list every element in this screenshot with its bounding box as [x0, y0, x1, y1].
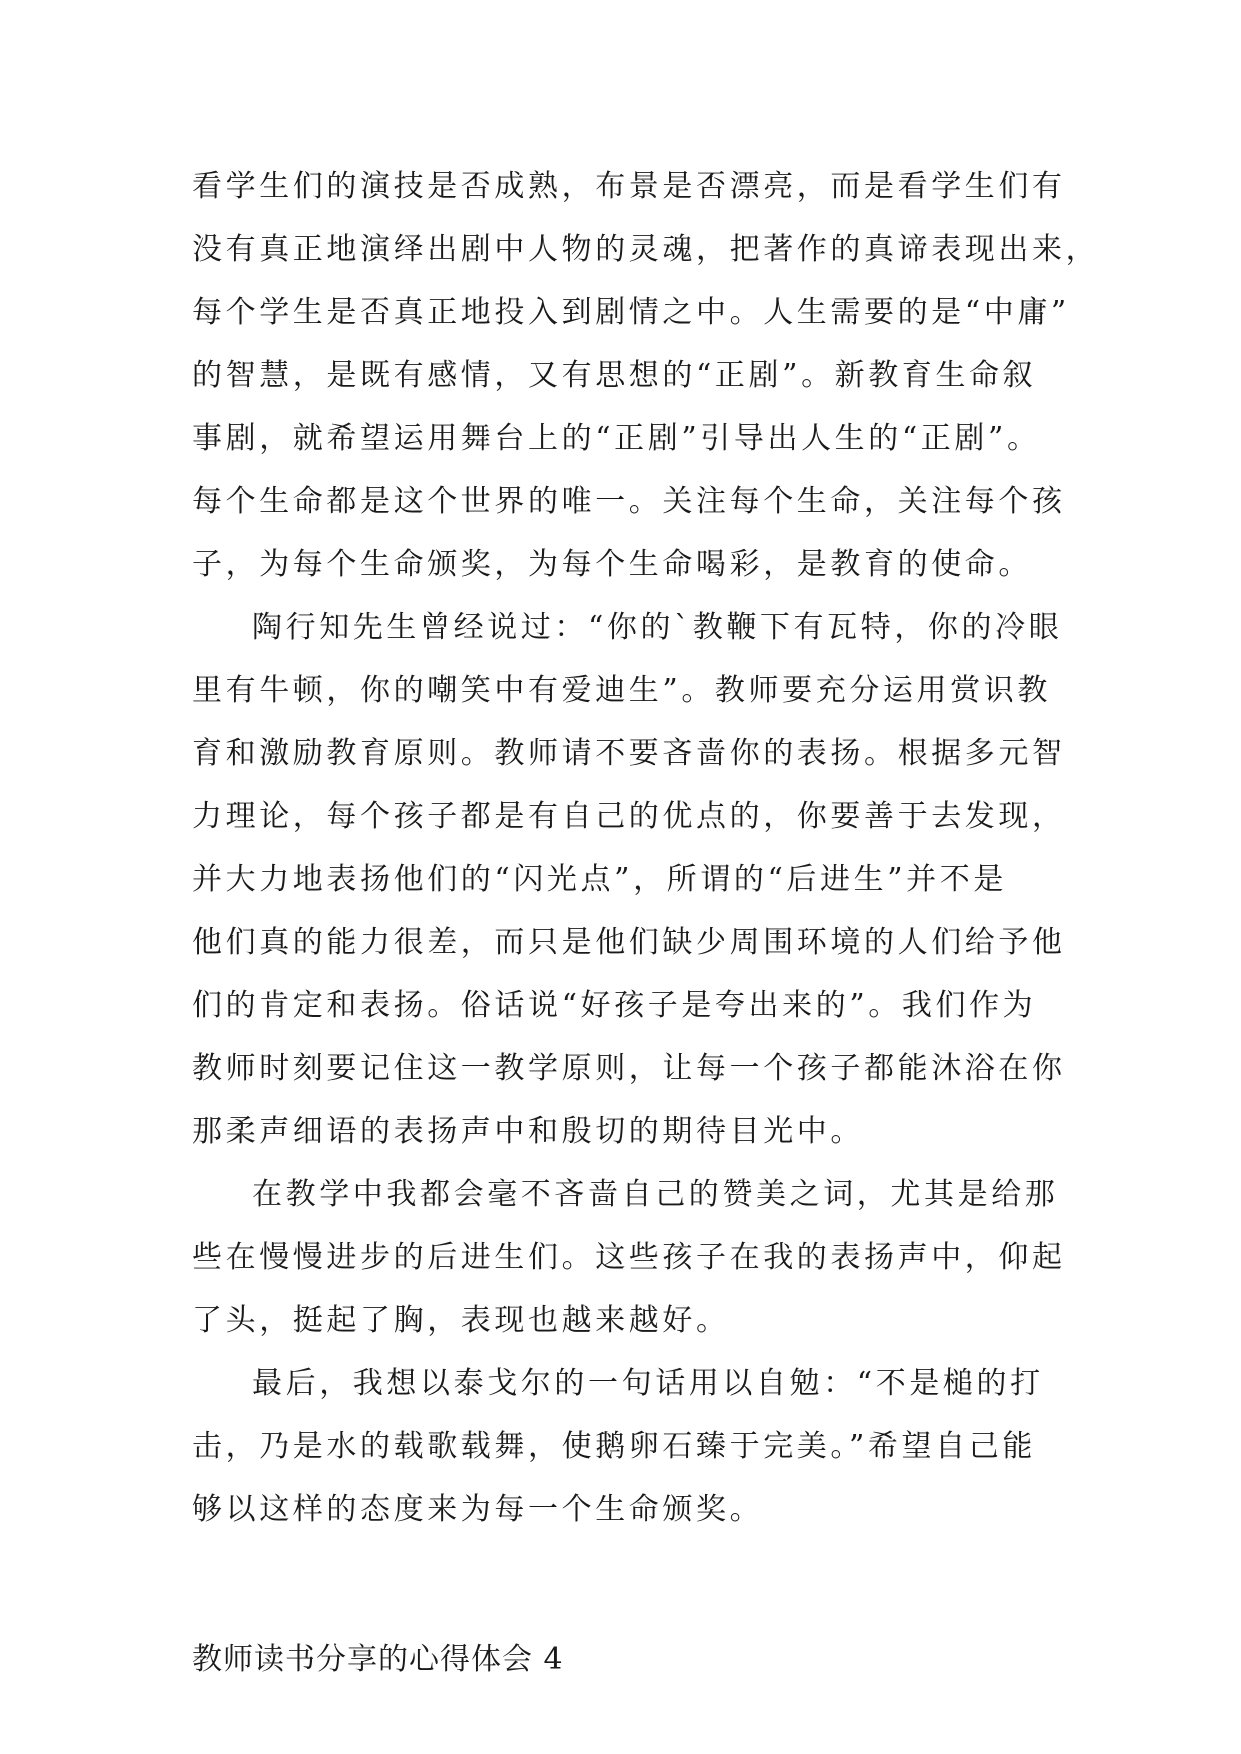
text-line: 够以这样的态度来为每一个生命颁奖。 [192, 1492, 764, 1527]
text-line: 那柔声细语的表扬声中和殷切的期待目光中。 [192, 1114, 864, 1149]
text-line: 每个学生是否真正地投入到剧情之中。人生需要的是“中庸” [192, 295, 1070, 330]
text-line: 击，乃是水的载歌载舞，使鹅卵石臻于完美。”希望自己能 [192, 1429, 1036, 1464]
text-line: 他们真的能力很差，而只是他们缺少周围环境的人们给予他 [192, 925, 1066, 960]
text-line: 并大力地表扬他们的“闪光点”，所谓的“后进生”并不是 [192, 862, 1007, 897]
text-line: 事剧，就希望运用舞台上的“正剧”引导出人生的“正剧”。 [192, 421, 1041, 456]
text-line: 育和激励教育原则。教师请不要吝啬你的表扬。根据多元智 [192, 736, 1066, 771]
text-line: 最后，我想以泰戈尔的一句话用以自勉：“不是槌的打 [252, 1366, 1044, 1401]
text-line: 教师时刻要记住这一教学原则，让每一个孩子都能沐浴在你 [192, 1051, 1066, 1086]
text-line: 在教学中我都会毫不吝啬自己的赞美之词，尤其是给那 [252, 1177, 1059, 1212]
text-line: 的智慧，是既有感情，又有思想的“正剧”。新教育生命叙 [192, 358, 1037, 393]
section-heading: 教师读书分享的心得体会 4 [192, 1642, 564, 1677]
text-line: 里有牛顿，你的嘲笑中有爱迪生”。教师要充分运用赏识教 [192, 673, 1051, 708]
text-line: 们的肯定和表扬。俗话说“好孩子是夸出来的”。我们作为 [192, 988, 1037, 1023]
text-line: 了头，挺起了胸，表现也越来越好。 [192, 1303, 730, 1338]
text-line: 每个生命都是这个世界的唯一。关注每个生命，关注每个孩 [192, 484, 1066, 519]
text-line: 陶行知先生曾经说过：“你的`教鞭下有瓦特，你的冷眼 [252, 610, 1063, 645]
text-line: 看学生们的演技是否成熟，布景是否漂亮，而是看学生们有 [192, 169, 1066, 204]
text-line: 子，为每个生命颁奖，为每个生命喝彩，是教育的使命。 [192, 547, 1032, 582]
text-line: 些在慢慢进步的后进生们。这些孩子在我的表扬声中，仰起 [192, 1240, 1066, 1275]
text-line: 没有真正地演绎出剧中人物的灵魂，把著作的真谛表现出来， [192, 232, 1100, 267]
text-line: 力理论，每个孩子都是有自己的优点的，你要善于去发现， [192, 799, 1066, 834]
